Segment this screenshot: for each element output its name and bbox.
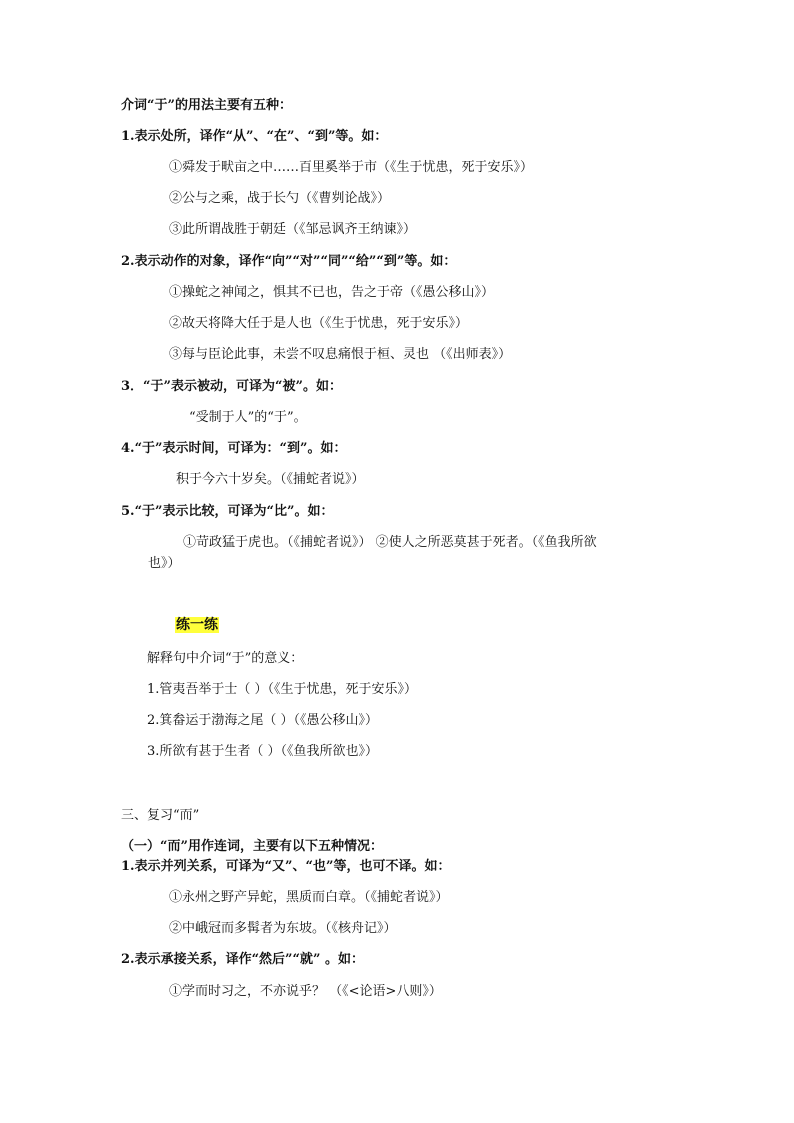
example-line: ②故天将降大任于是人也（《生于忧患，死于安乐》） (169, 316, 469, 331)
practice-item: 2.箕畚运于渤海之尾（ ）（《愚公移山》） (147, 713, 379, 728)
highlighted-practice-label: 练一练 (176, 617, 218, 633)
example-line: ①操蛇之神闻之，惧其不已也，告之于帝（《愚公移山》） (169, 285, 495, 300)
example-line-continued: 也》） (148, 556, 181, 571)
usage-2-heading: 2.表示动作的对象，译作“向”“对”“同”“给”“到”等。如： (121, 254, 457, 269)
usage-3-heading: 3．“于”表示被动，可译为“被”。如： (121, 379, 342, 394)
practice-item: 1.管夷吾举于士（ ）（《生于忧患，死于安乐》） (147, 682, 418, 697)
subsection-heading: （一）“而”用作连词，主要有以下五种情况： (121, 839, 383, 854)
example-line: “受制于人”的“于”。 (189, 410, 307, 425)
example-line: ①舜发于畎亩之中……百里奚举于市（《生于忧患，死于安乐》） (169, 160, 534, 175)
example-line: ①永州之野产异蛇，黑质而白章。（《捕蛇者说》） (169, 890, 449, 905)
intro-heading: 介词“于”的用法主要有五种： (121, 98, 292, 113)
example-line: ①苛政猛于虎也。（《捕蛇者说》） ②使人之所恶莫甚于死者。（《鱼我所欲 (183, 535, 597, 550)
example-line: ③此所谓战胜于朝廷（《邹忌讽齐王纳谏》） (169, 222, 417, 237)
section-heading-er: 三、复习“而” (121, 808, 200, 823)
usage-5-heading: 5.“于”表示比较，可译为“比”。如： (121, 504, 334, 519)
example-line: 积于今六十岁矣。（《捕蛇者说》） (176, 472, 365, 487)
usage-4-heading: 4.“于”表示时间，可译为：“到”。如： (121, 441, 347, 456)
example-line: ②中峨冠而多髯者为东坡。（《核舟记》） (169, 921, 397, 936)
practice-heading (175, 616, 219, 635)
example-line: ①学而时习之，不亦说乎？ （《<论语>八则》） (169, 984, 442, 999)
example-line: ②公与之乘，战于长勺（《曹刿论战》） (169, 191, 391, 206)
er-usage-1-heading: 1.表示并列关系，可译为“又”、“也”等，也可不译。如： (121, 859, 451, 874)
practice-item: 3.所欲有甚于生者（ ）（《鱼我所欲也》） (147, 744, 379, 759)
practice-instruction: 解释句中介词“于”的意义： (147, 651, 304, 666)
er-usage-2-heading: 2.表示承接关系，译作“然后”“就” 。如： (121, 952, 365, 967)
example-line: ③每与臣论此事，未尝不叹息痛恨于桓、灵也 （《出师表》） (169, 347, 512, 362)
usage-1-heading: 1.表示处所，译作“从”、“在”、“到”等。如： (121, 129, 388, 144)
